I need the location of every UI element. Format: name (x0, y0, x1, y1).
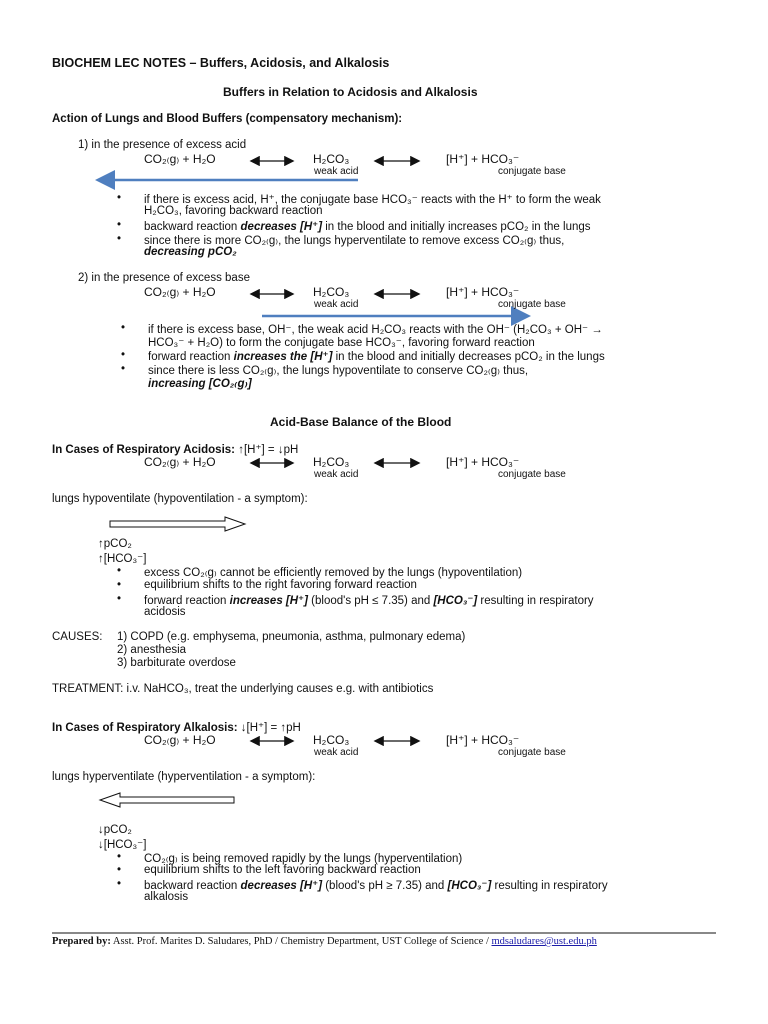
page-title: BIOCHEM LEC NOTES – Buffers, Acidosis, and Alkalosis (52, 56, 390, 70)
eq4-products: [H⁺] + HCO₃⁻ (446, 733, 520, 747)
footer-prepared-text: Asst. Prof. Marites D. Saludares, PhD / Chemistry Department, UST College of Science / (110, 936, 492, 947)
eq4-weak-acid: weak acid (314, 747, 359, 758)
hypoventilation-right-arrow (110, 517, 245, 531)
eq3-h2co3: H₂CO₃ (313, 455, 350, 469)
treatment: TREATMENT: i.v. NaHCO₃, treat the underlying causes e.g. with antibiotics (52, 683, 434, 695)
section1-subheading: Action of Lungs and Blood Buffers (compensatory mechanism): (52, 113, 403, 125)
eq4-reactants: CO₂₍g₎ + H₂O (144, 733, 216, 747)
section1-heading: Buffers in Relation to Acidosis and Alkalosis (223, 85, 478, 99)
item2-bullet-2: • forward reaction increases the [H⁺] in the blood and initially decreases pCO₂ in the lungs (148, 349, 605, 363)
eq1-conj-base: conjugate base (498, 166, 566, 177)
cause-1: 1) COPD (e.g. emphysema, pneumonia, asthma, pulmonary edema) (117, 631, 466, 643)
cause-3: 3) barbiturate overdose (117, 657, 236, 669)
eq3-conj-base: conjugate base (498, 469, 566, 480)
alkalosis-pco2: ↓pCO₂ (98, 824, 132, 836)
eq3-products: [H⁺] + HCO₃⁻ (446, 455, 520, 469)
eq2-conj-base: conjugate base (498, 299, 566, 310)
eq1-products: [H⁺] + HCO₃⁻ (446, 152, 520, 166)
item2-bullet-1: • if there is excess base, OH⁻, the weak acid H₂CO₃ reacts with the OH⁻ (H₂CO₃ + OH⁻ → (148, 322, 603, 336)
acidosis-hco3: ↑[HCO₃⁻] (98, 553, 147, 565)
section2-heading: Acid-Base Balance of the Blood (270, 415, 452, 429)
eq4-h2co3: H₂CO₃ (313, 733, 350, 747)
item1-bullet-1: • if there is excess acid, H⁺, the conjugate base HCO₃⁻ reacts with the H⁺ to form the weak (144, 192, 601, 206)
alkalosis-bullet-1: • CO₂₍g₎ is being removed rapidly by the lungs (hyperventilation) (144, 851, 462, 865)
acidosis-bullet-2: • equilibrium shifts to the right favoring forward reaction (144, 579, 417, 591)
alkalosis-hco3: ↓[HCO₃⁻] (98, 839, 147, 851)
causes-label: CAUSES: (52, 631, 103, 643)
item2-bullet-3-cont: increasing [CO₂₍g₎] (148, 378, 252, 390)
footer-email-link[interactable]: mdsaludares@ust.edu.ph (491, 936, 597, 947)
eq1-weak-acid: weak acid (314, 166, 359, 177)
acidosis-bullet-1: • excess CO₂₍g₎ cannot be efficiently removed by the lungs (hypoventilation) (144, 565, 522, 579)
item1-bullet-1-cont: H₂CO₃, favoring backward reaction (144, 205, 323, 217)
alkalosis-heading: In Cases of Respiratory Alkalosis: ↓[H⁺] = ↑pH (52, 722, 301, 734)
eq4-conj-base: conjugate base (498, 747, 566, 758)
acidosis-pco2: ↑pCO₂ (98, 538, 132, 550)
item2-bullet-1-cont: HCO₃⁻ + H₂O) to form the conjugate base HCO₃⁻, favoring forward reaction (148, 337, 535, 349)
eq3-reactants: CO₂₍g₎ + H₂O (144, 455, 216, 469)
eq1-reactants: CO₂₍g₎ + H₂O (144, 152, 216, 166)
item1-bullet-3-cont: decreasing pCO₂ (144, 246, 237, 258)
hyperventilation-left-arrow (100, 793, 234, 807)
acidosis-heading: In Cases of Respiratory Acidosis: ↑[H⁺] = ↓pH (52, 444, 299, 456)
acidosis-bullet-3: • forward reaction increases [H⁺] (blood's pH ≤ 7.35) and [HCO₃⁻] resulting in respiratory (144, 593, 594, 607)
item2-label: 2) in the presence of excess base (78, 272, 250, 284)
eq3-weak-acid: weak acid (314, 469, 359, 480)
item2-bullet-3: • since there is less CO₂₍g₎, the lungs hypoventilate to conserve CO₂₍g₎ thus, (148, 363, 528, 377)
acidosis-bullet-3-cont: acidosis (144, 606, 186, 618)
eq2-reactants: CO₂₍g₎ + H₂O (144, 285, 216, 299)
alkalosis-bullet-3: • backward reaction decreases [H⁺] (blood's pH ≥ 7.35) and [HCO₃⁻] resulting in respiratory (144, 878, 608, 892)
eq2-products: [H⁺] + HCO₃⁻ (446, 285, 520, 299)
alkalosis-bullet-2: • equilibrium shifts to the left favoring backward reaction (144, 864, 421, 876)
eq2-weak-acid: weak acid (314, 299, 359, 310)
item1-label: 1) in the presence of excess acid (78, 139, 247, 151)
eq1-h2co3: H₂CO₃ (313, 152, 350, 166)
item1-bullet-2: • backward reaction decreases [H⁺] in the blood and initially increases pCO₂ in the lungs (144, 219, 591, 233)
alkalosis-lungs: lungs hyperventilate (hyperventilation - a symptom): (52, 771, 316, 783)
item1-bullet-3: • since there is more CO₂₍g₎, the lungs hyperventilate to remove excess CO₂₍g₎ thus, (144, 233, 564, 247)
eq2-h2co3: H₂CO₃ (313, 285, 350, 299)
acidosis-lungs: lungs hypoventilate (hypoventilation - a symptom): (52, 493, 308, 505)
cause-2: 2) anesthesia (117, 644, 187, 656)
footer (52, 936, 597, 947)
alkalosis-bullet-3-cont: alkalosis (144, 891, 189, 903)
footer-prepared-label: Prepared by: (52, 936, 111, 947)
